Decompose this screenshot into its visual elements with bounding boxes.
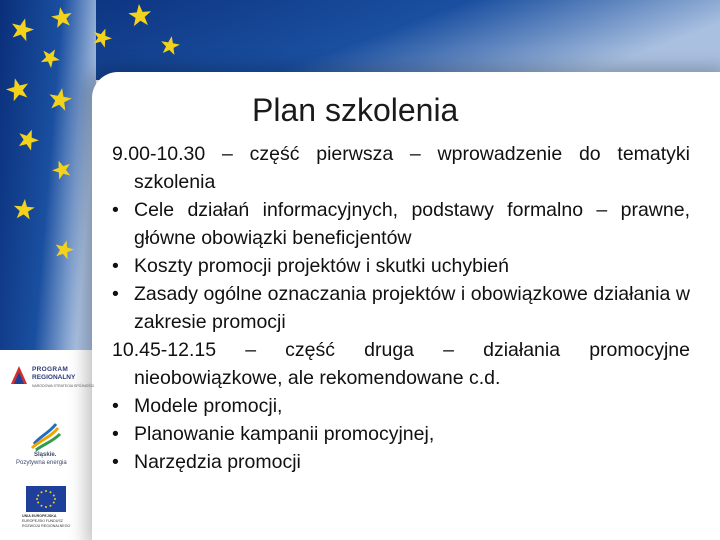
agenda-bullet-item — [112, 448, 690, 476]
eu-flag-icon — [26, 486, 66, 512]
bullet-icon: • — [112, 423, 119, 445]
bullet-icon: • — [112, 255, 119, 277]
program-logo-line1: PROGRAM — [32, 366, 69, 373]
agenda-bullet-item — [112, 196, 690, 252]
slaskie-logo-line2: Pozytywna energia — [16, 460, 67, 466]
agenda-bullet-text: Cele działań informacyjnych, podstawy formalno – prawne, główne obowiązki beneficjentów — [134, 199, 690, 249]
agenda-bullet-item — [112, 252, 690, 280]
bullet-icon: • — [112, 395, 119, 417]
bullet-icon: • — [112, 199, 119, 221]
bullet-icon: • — [112, 451, 119, 473]
agenda-bullet-text: Planowanie kampanii promocyjnej, — [134, 423, 435, 445]
slaskie-logo — [14, 416, 78, 470]
program-regionalny-logo — [6, 356, 95, 396]
eu-logo-line3: ROZWOJU REGIONALNEGO — [22, 524, 71, 528]
agenda-bullet-text: Narzędzia promocji — [134, 451, 301, 473]
agenda-bullet-item — [112, 392, 690, 420]
eu-logo-line1: UNIA EUROPEJSKA — [22, 514, 57, 518]
agenda-session-heading — [112, 140, 690, 196]
agenda-session-text: 9.00-10.30 – część pierwsza – wprowadzenie do tematyki szkolenia — [112, 143, 690, 193]
agenda-bullet-text: Zasady ogólne oznaczania projektów i obowiązkowe działania w zakresie promocji — [134, 283, 690, 333]
program-logo-line2: REGIONALNY — [32, 374, 76, 381]
slaskie-logo-line1: Śląskie. — [34, 452, 57, 458]
agenda-bullet-item — [112, 420, 690, 448]
agenda-bullet-text: Koszty promocji projektów i skutki uchybień — [134, 255, 509, 277]
program-logo-line3: NARODOWA STRATEGIA SPÓJNOŚCI — [32, 384, 95, 388]
agenda-bullet-item — [112, 280, 690, 336]
agenda-session-heading — [112, 336, 690, 392]
program-logo-icon — [8, 362, 30, 388]
slide-content — [112, 140, 690, 476]
eu-fund-logo — [22, 486, 70, 530]
bullet-icon: • — [112, 283, 119, 305]
slide-title: Plan szkolenia — [252, 92, 459, 128]
sidebar-logos — [0, 350, 95, 540]
eu-logo-line2: EUROPEJSKI FUNDUSZ — [22, 519, 63, 523]
slaskie-waves-icon — [14, 416, 78, 452]
agenda-session-text: 10.45-12.15 – część druga – działania promocyjne nieobowiązkowe, ale rekomendowane c.d. — [112, 339, 690, 389]
agenda-bullet-text: Modele promocji, — [134, 395, 283, 417]
